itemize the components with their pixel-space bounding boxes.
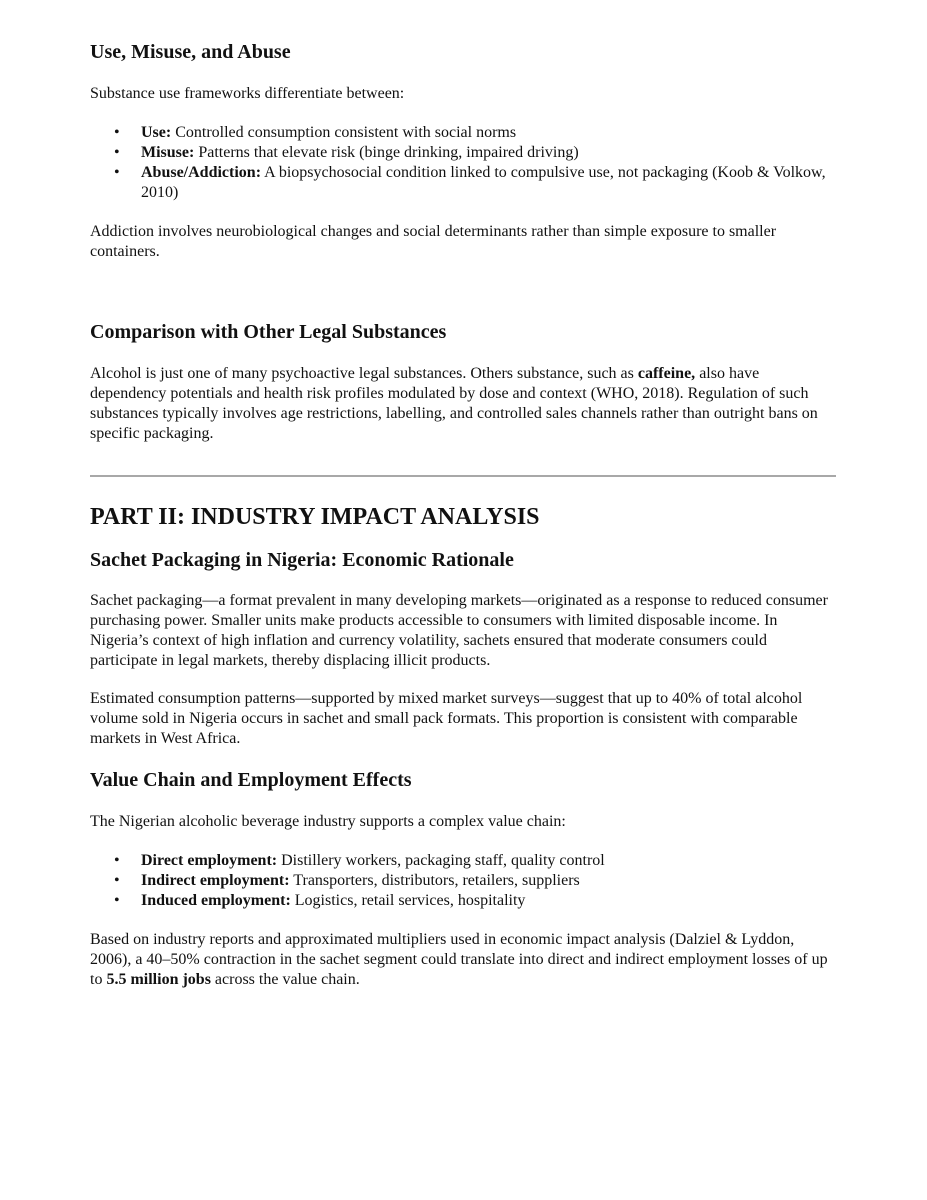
horizontal-divider (90, 475, 836, 477)
section-heading-use-misuse-abuse: Use, Misuse, and Abuse (90, 41, 291, 63)
paragraph-bold-text: 5.5 million jobs (106, 971, 211, 988)
section-intro: The Nigerian alcoholic beverage industry supports a complex value chain: (90, 813, 566, 830)
list-item-text: Controlled consumption consistent with social norms (171, 124, 517, 141)
section-paragraph-sachet-2: Estimated consumption patterns—supported by mixed market surveys—suggest that up to 40% of total alcohol volume sold in Nigeria occurs in sachet and small pack formats. This proportion is consistent with comparable markets in West Africa. (90, 690, 803, 747)
list-item-label: Misuse: (141, 144, 195, 161)
list-item-text: Distillery workers, packaging staff, quality control (277, 852, 605, 869)
paragraph-text: Alcohol is just one of many psychoactive legal substances. Others substance, such as (90, 365, 638, 382)
list-item-label: Indirect employment: (141, 872, 290, 889)
paragraph-bold-text: caffeine, (637, 365, 696, 382)
list-item (90, 851, 836, 871)
section-paragraph-employment (90, 930, 836, 990)
section-heading-sachet-packaging: Sachet Packaging in Nigeria: Economic Rationale (90, 549, 514, 571)
list-item (90, 163, 836, 203)
list-item (90, 871, 836, 891)
list-item-label: Abuse/Addiction: (141, 164, 262, 181)
bullet-list-substance-use (90, 123, 836, 203)
list-item-label: Induced employment: (141, 892, 291, 909)
section-heading-comparison: Comparison with Other Legal Substances (90, 321, 447, 343)
list-item-label: Direct employment: (141, 852, 278, 869)
part-heading: PART II: INDUSTRY IMPACT ANALYSIS (90, 504, 540, 530)
paragraph-text: also have dependency potentials and health risk profiles modulated by dose and context (WHO, 2018). Regulation of such substances typically involves age restrictions, labelling, and controlled sales channels rather than outright bans on specific packaging. (90, 365, 818, 442)
section-heading-value-chain: Value Chain and Employment Effects (90, 769, 412, 791)
list-item (90, 143, 836, 163)
list-item-text: Transporters, distributors, retailers, suppliers (289, 872, 580, 889)
section-conclusion: Addiction involves neurobiological changes and social determinants rather than simple exposure to smaller containers. (90, 223, 777, 260)
list-item-text: Logistics, retail services, hospitality (290, 892, 526, 909)
list-item-text: Patterns that elevate risk (binge drinking, impaired driving) (194, 144, 579, 161)
list-item-text: A biopsychosocial condition linked to compulsive use, not packaging (Koob & Volkow, 2010) (141, 164, 826, 201)
list-item (90, 123, 836, 143)
paragraph-text: Based on industry reports and approximated multipliers used in economic impact analysis (Dalziel & Lyddon, 2006), a 40–50% contraction in the sachet segment could translate into direct and indirect employment losses of up to (90, 931, 828, 988)
paragraph-text: across the value chain. (210, 971, 360, 988)
section-intro: Substance use frameworks differentiate between: (90, 85, 405, 102)
list-item (90, 891, 836, 911)
bullet-list-employment (90, 851, 836, 911)
list-item-label: Use: (141, 124, 172, 141)
section-paragraph-comparison (90, 364, 836, 444)
section-paragraph-sachet-1: Sachet packaging—a format prevalent in many developing markets—originated as a response to reduced consumer purchasing power. Smaller units make products accessible to consumers with limited disposable income. In Nigeria’s context of high inflation and currency volatility, sachets ensured that moderate consumers could participate in legal markets, thereby displacing illicit products. (90, 592, 828, 669)
